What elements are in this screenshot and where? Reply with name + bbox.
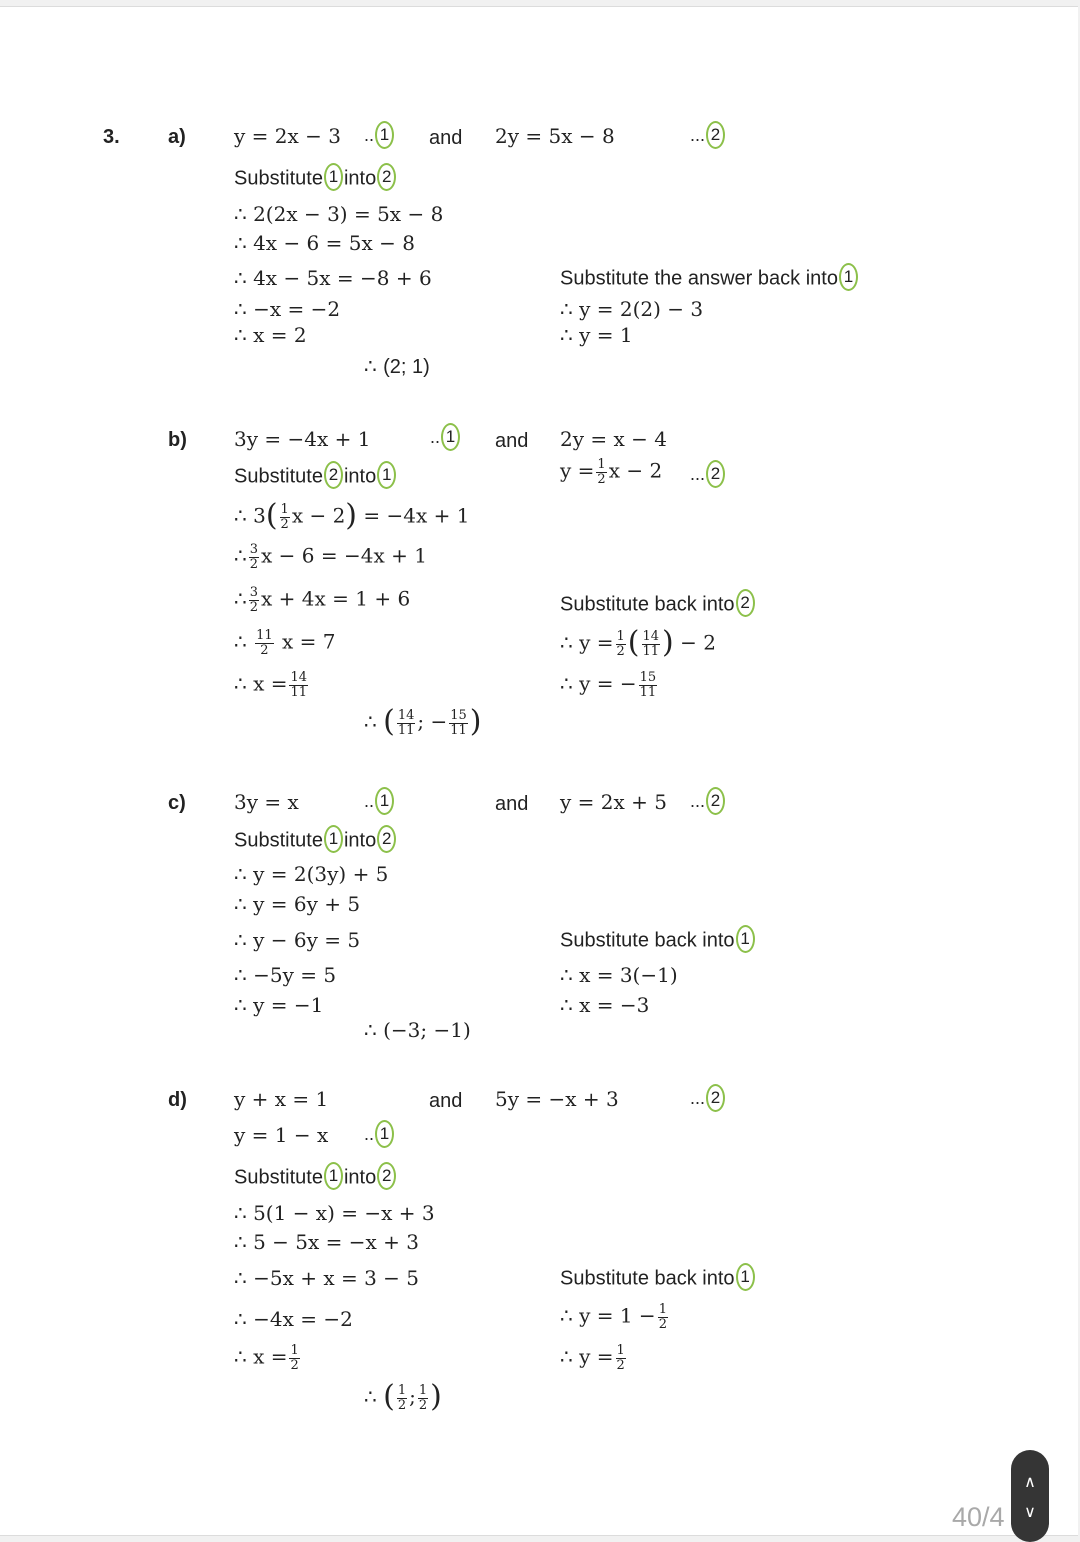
part-a-eq1: y = 2x − 3 xyxy=(234,124,341,148)
circled-2: 2 xyxy=(706,121,725,149)
part-c-eq1: 3y = x xyxy=(234,790,299,814)
part-b-step-5: ∴ x = $\frac{14}{11}$ xyxy=(234,670,308,700)
page-indicator: 40/4 xyxy=(952,1502,1005,1532)
part-c-back-step-1: ∴ x = 3(−1) xyxy=(560,963,678,987)
part-d-label: d) xyxy=(168,1089,187,1111)
part-b-step-1: ∴ 3( $\frac{1}{2}$ x − 2) = −4x + 1 xyxy=(234,498,470,533)
part-c-substitute-line: Substitute 1 into 2 xyxy=(234,827,397,855)
part-a-substitute-line: Substitute 1 into 2 xyxy=(234,165,397,193)
part-d-step-3: ∴ −5x + x = 3 − 5 xyxy=(234,1266,419,1290)
part-d-and: and xyxy=(429,1090,463,1112)
part-c-step-1: ∴ y = 2(3y) + 5 xyxy=(234,862,389,886)
circled-1: 1 xyxy=(441,423,460,451)
part-c-back-step-2: ∴ x = −3 xyxy=(560,993,650,1017)
circled-2: 2 xyxy=(706,787,725,815)
part-b-step-4: ∴ $\frac{11}{2}$ x = 7 xyxy=(234,628,336,658)
part-a-back-line: Substitute the answer back into 1 xyxy=(560,265,859,293)
circled-1: 1 xyxy=(375,121,394,149)
part-c-step-5: ∴ y = −1 xyxy=(234,993,324,1017)
part-d-back-step-2: ∴ y = $\frac{1}{2}$ xyxy=(560,1343,625,1373)
page-navigation xyxy=(1011,1450,1049,1542)
part-b-eq1: 3y = −4x + 1 xyxy=(234,427,371,451)
question-number: 3. xyxy=(103,126,120,148)
part-c-answer: ∴ (−3; −1) xyxy=(364,1018,471,1042)
part-b-step-3: ∴ $\frac{3}{2}$ x + 4x = 1 + 6 xyxy=(234,585,411,615)
circled-2: 2 xyxy=(706,1084,725,1112)
chevron-up-icon[interactable]: ∧ xyxy=(1024,1472,1036,1491)
part-a-step-1: ∴ 2(2x − 3) = 5x − 8 xyxy=(234,202,444,226)
part-b-answer: ∴ ( $\frac{14}{11}$ ; − $\frac{15}{11}$ ) xyxy=(364,704,482,739)
part-c-eq2: y = 2x + 5 xyxy=(560,790,667,814)
part-b-substitute-line: Substitute 2 into 1 xyxy=(234,463,397,491)
part-b-eq2-marker: ... 2 xyxy=(690,462,726,490)
part-a-answer: ∴ (2; 1) xyxy=(364,354,430,378)
part-a-eq2: 2y = 5x − 8 xyxy=(495,124,615,148)
part-d-eq2-marker: ... 2 xyxy=(690,1086,726,1114)
part-b-back-line: Substitute back into 2 xyxy=(560,591,756,619)
part-a-and: and xyxy=(429,127,463,149)
part-d-step-1: ∴ 5(1 − x) = −x + 3 xyxy=(234,1201,435,1225)
part-c-step-4: ∴ −5y = 5 xyxy=(234,963,337,987)
part-d-step-4: ∴ −4x = −2 xyxy=(234,1307,353,1331)
chevron-down-icon[interactable]: ∨ xyxy=(1024,1502,1036,1521)
part-d-eq1: y + x = 1 xyxy=(234,1087,329,1111)
part-d-step-5: ∴ x = $\frac{1}{2}$ xyxy=(234,1343,299,1373)
part-c-step-2: ∴ y = 6y + 5 xyxy=(234,892,361,916)
part-b-step-2: ∴ $\frac{3}{2}$ x − 6 = −4x + 1 xyxy=(234,542,427,572)
part-c-label: c) xyxy=(168,792,186,814)
part-c-and: and xyxy=(495,793,529,815)
part-b-label: b) xyxy=(168,429,187,451)
part-a-step-5: ∴ x = 2 xyxy=(234,323,307,347)
part-c-back-line: Substitute back into 1 xyxy=(560,927,756,955)
part-a-step-4: ∴ −x = −2 xyxy=(234,297,341,321)
part-a-back-step-2: ∴ y = 1 xyxy=(560,323,633,347)
part-b-eq2: 2y = x − 4 xyxy=(560,427,667,451)
part-a-label: a) xyxy=(168,126,186,148)
part-b-eq1-marker: .. 1 xyxy=(430,425,461,453)
part-d-back-step-1: ∴ y = 1 − $\frac{1}{2}$ xyxy=(560,1302,667,1332)
part-a-eq2-marker: ... 2 xyxy=(690,123,726,151)
circled-2: 2 xyxy=(706,460,725,488)
part-b-and: and xyxy=(495,430,529,452)
circled-1: 1 xyxy=(375,787,394,815)
part-d-step-2: ∴ 5 − 5x = −x + 3 xyxy=(234,1230,419,1254)
part-a-step-3: ∴ 4x − 5x = −8 + 6 xyxy=(234,266,432,290)
part-c-eq1-marker: .. 1 xyxy=(364,789,395,817)
part-d-substitute-line: Substitute 1 into 2 xyxy=(234,1164,397,1192)
part-d-eq2: 5y = −x + 3 xyxy=(495,1087,619,1111)
part-d-back-line: Substitute back into 1 xyxy=(560,1265,756,1293)
part-a-eq1-marker: .. 1 xyxy=(364,123,395,151)
part-a-step-2: ∴ 4x − 6 = 5x − 8 xyxy=(234,231,415,255)
part-d-answer: ∴ ( $\frac{1}{2}$ ; $\frac{1}{2}$ ) xyxy=(364,1379,442,1414)
part-b-back-step-1: ∴ y = $\frac{1}{2}$ ( $\frac{14}{11}$ ) − 2 xyxy=(560,625,716,660)
document-page xyxy=(0,6,1078,1536)
part-a-back-step-1: ∴ y = 2(2) − 3 xyxy=(560,297,704,321)
part-c-eq2-marker: ... 2 xyxy=(690,789,726,817)
part-c-step-3: ∴ y − 6y = 5 xyxy=(234,928,361,952)
part-b-eq2-rearranged: y = $\frac{1}{2}$ x − 2 xyxy=(560,457,663,487)
part-d-eq1-marker: .. 1 xyxy=(364,1122,395,1150)
part-b-back-step-2: ∴ y = − $\frac{15}{11}$ xyxy=(560,670,657,700)
part-d-eq1-rearranged: y = 1 − x xyxy=(234,1123,329,1147)
circled-1: 1 xyxy=(375,1120,394,1148)
